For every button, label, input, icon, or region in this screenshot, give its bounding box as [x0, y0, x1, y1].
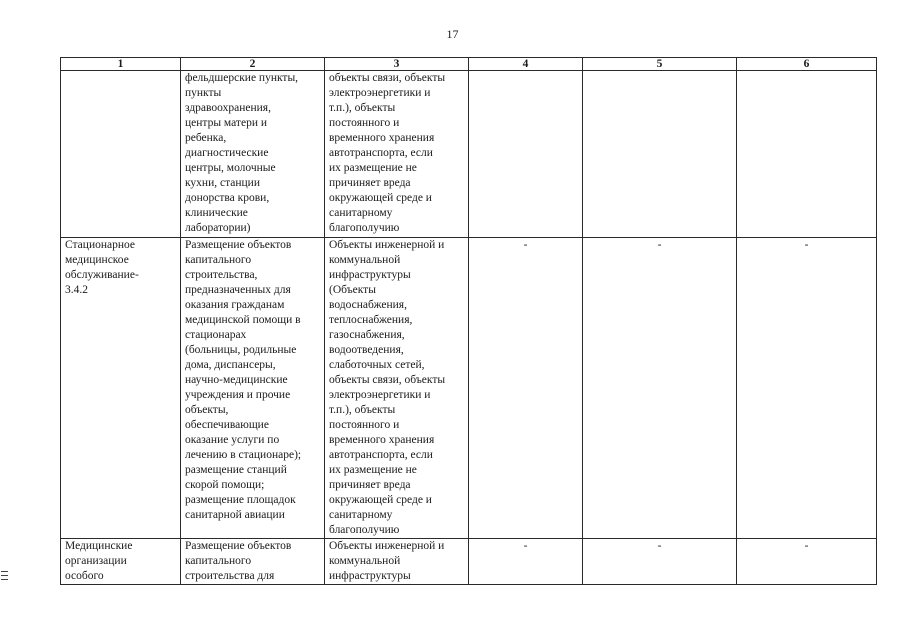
table-row: [61, 539, 877, 585]
use-description-cell: [181, 71, 325, 238]
column-header-2: 2: [181, 58, 325, 71]
table-row: [61, 71, 877, 238]
scan-edge-marks: [1, 571, 8, 583]
parameter-cell-6: -: [737, 539, 877, 585]
parameter-cell-4: [469, 71, 583, 238]
use-description-cell: [181, 539, 325, 585]
edge-mark: [1, 575, 8, 576]
table-row: [61, 238, 877, 539]
auxiliary-use-text: Объекты инженерной и коммунальной инфраструктуры (Объекты водоснабжения, теплоснабжения, газоснабжения, водоотведения, слаботочных сетей, объекты связи, объекты электроэнергетики и т.п.), объекты постоянного и временного хранения автотранспорта, если их размещение не причиняет вреда окружающей среде и санитарному благополучию: [329, 239, 446, 536]
use-type-cell: [61, 71, 181, 238]
column-header-5: 5: [583, 58, 737, 71]
parameter-cell-5: -: [583, 539, 737, 585]
page-number: 17: [446, 27, 459, 41]
parameter-cell-4: -: [469, 238, 583, 539]
use-description-cell: [181, 238, 325, 539]
column-header-6: 6: [737, 58, 877, 71]
use-description-text: фельдшерские пункты, пункты здравоохранения, центры матери и ребенка, диагностические центры, молочные кухни, станции донорства крови, клинические лаборатории): [185, 72, 299, 234]
use-type-cell: [61, 238, 181, 539]
use-type-text: Стационарное медицинское обслуживание- 3.4.2: [65, 239, 139, 296]
column-header-4: 4: [469, 58, 583, 71]
parameter-cell-5: [583, 71, 737, 238]
column-header-3: 3: [325, 58, 469, 71]
auxiliary-use-cell: [325, 71, 469, 238]
parameter-cell-5: -: [583, 238, 737, 539]
parameter-cell-6: [737, 71, 877, 238]
use-description-text: Размещение объектов капитального строительства, предназначенных для оказания гражданам медицинской помощи в стационарах (больницы, родильные дома, диспансеры, научно-медицинские учреждения и прочие объекты, обеспечивающие оказание услуги по лечению в стационаре); размещение станций скорой помощи; размещение площадок санитарной авиации: [185, 239, 302, 521]
column-header-1: 1: [61, 58, 181, 71]
use-type-text: Медицинские организации особого: [65, 540, 133, 582]
land-use-table: [60, 57, 877, 585]
edge-mark: [1, 579, 8, 580]
auxiliary-use-cell: [325, 539, 469, 585]
edge-mark: [1, 571, 8, 572]
use-description-text: Размещение объектов капитального строительства для: [185, 540, 292, 582]
use-type-cell: [61, 539, 181, 585]
parameter-cell-4: -: [469, 539, 583, 585]
parameter-cell-6: -: [737, 238, 877, 539]
auxiliary-use-cell: [325, 238, 469, 539]
table-header-row: [61, 58, 877, 71]
auxiliary-use-text: Объекты инженерной и коммунальной инфраструктуры: [329, 540, 445, 582]
auxiliary-use-text: объекты связи, объекты электроэнергетики и т.п.), объекты постоянного и временного хранения автотранспорта, если их размещение не причиняет вреда окружающей среде и санитарному благополучию: [329, 72, 446, 234]
